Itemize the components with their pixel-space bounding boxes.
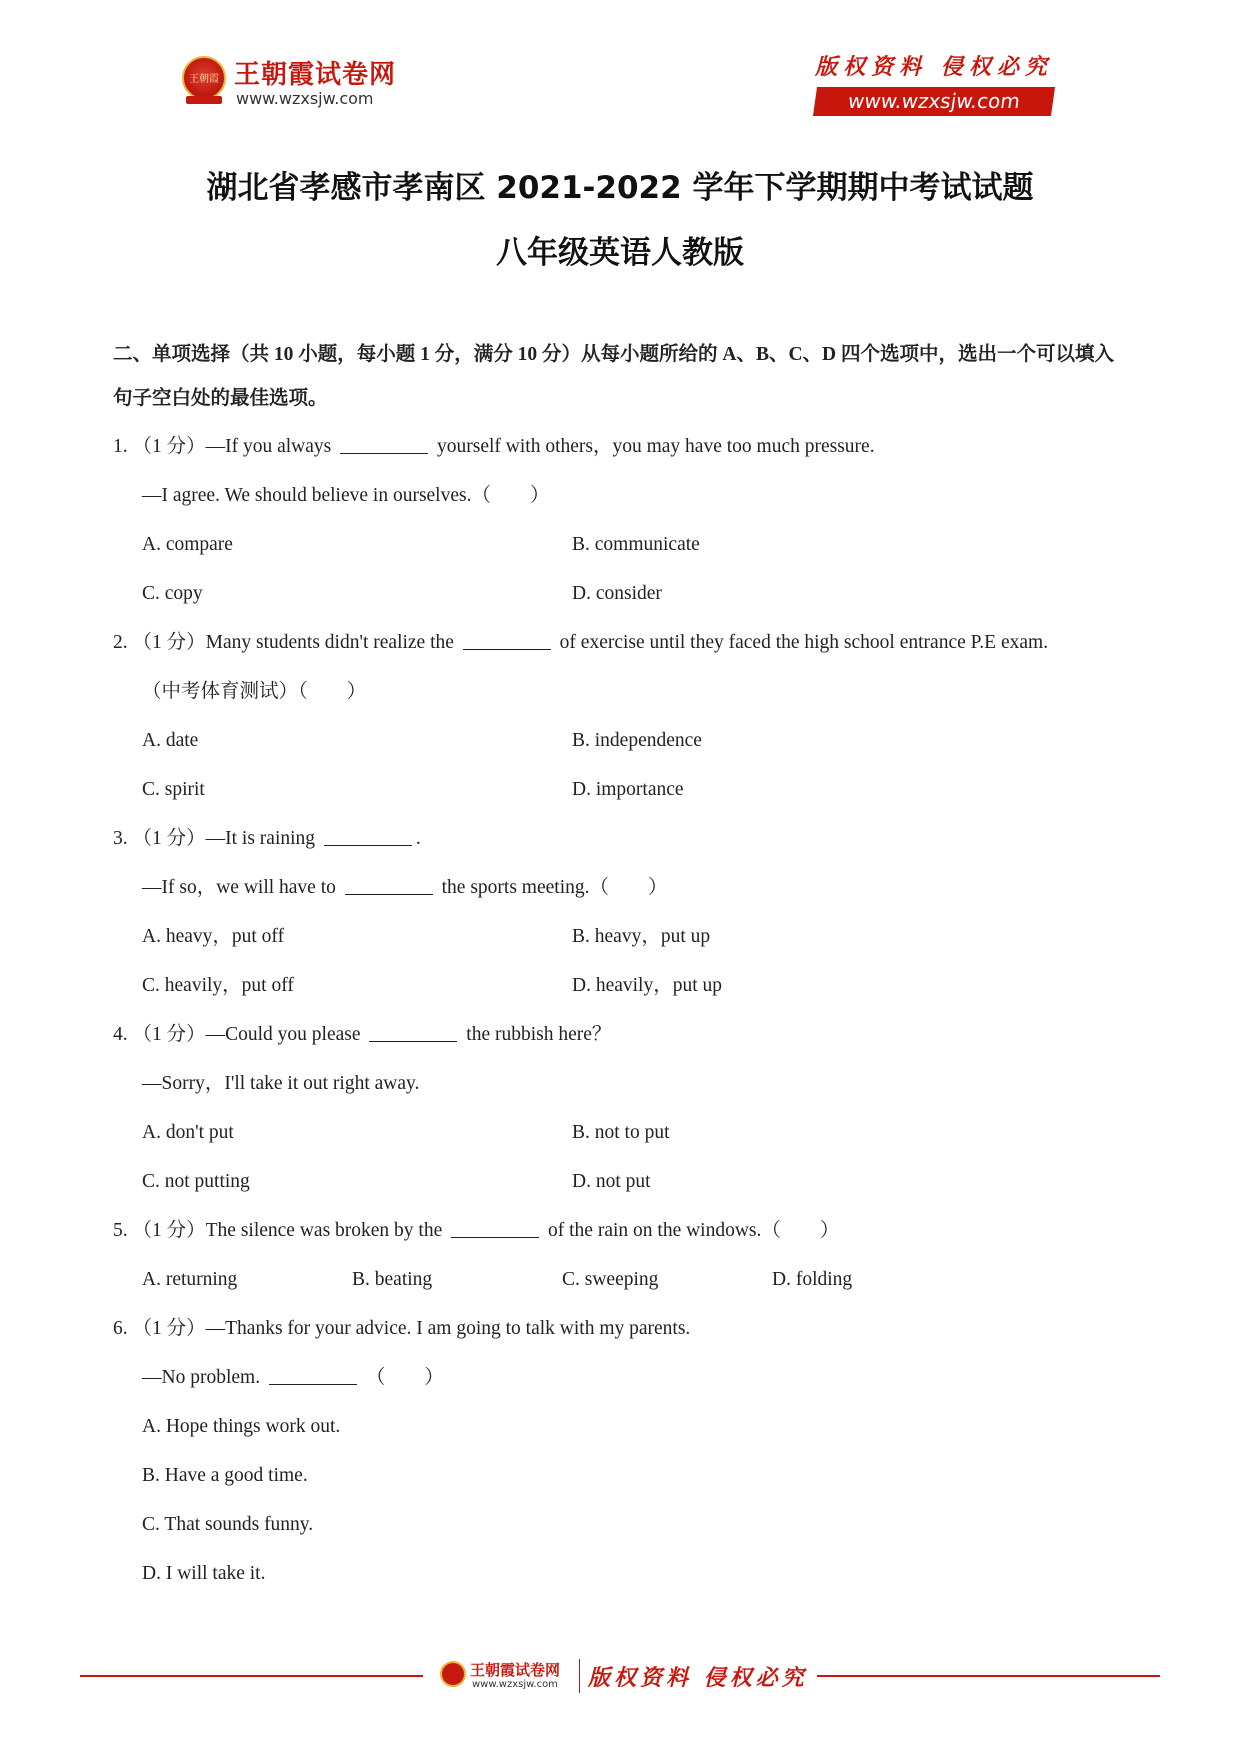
question-text-post: of exercise until they faced the high school entrance P.E exam. [559, 632, 1049, 653]
question-5 [113, 1210, 1133, 1259]
question-text-pre: （1 分）—Could you please [132, 1024, 361, 1045]
question-dialog-line: —Sorry，I'll take it out right away. [142, 1073, 420, 1094]
question-text-post: of the rain on the windows.（ ） [548, 1220, 840, 1241]
answer-blank [345, 874, 433, 895]
question-text-post: yourself with others，you may have too much pressure. [437, 436, 875, 457]
answer-blank [340, 433, 428, 454]
option-d[interactable]: D. consider [572, 583, 662, 604]
question-number: 6. [113, 1318, 128, 1339]
question-number: 5. [113, 1220, 128, 1241]
option-d[interactable]: D. heavily，put up [572, 975, 723, 996]
option-b[interactable]: B. independence [572, 730, 702, 751]
copyright-notice: 版权资料 侵权必究 [815, 54, 1053, 80]
page-footer [0, 1645, 1240, 1705]
question-dialog-line [113, 1357, 1133, 1406]
question-number: 1. [113, 436, 128, 457]
question-3 [113, 818, 1133, 867]
question-text-post: . [415, 828, 421, 849]
exam-subtitle: 八年级英语人教版 [496, 235, 744, 271]
question-text-pre: （1 分）—If you always [132, 436, 332, 457]
option-c[interactable]: C. spirit [142, 779, 205, 800]
footer-logo-emblem-icon [440, 1661, 466, 1687]
option-c[interactable]: C. That sounds funny. [142, 1514, 314, 1535]
option-b[interactable]: B. heavy，put up [572, 926, 711, 947]
question-note-line: （中考体育测试）（ ） [142, 681, 367, 702]
question-6 [113, 1308, 1133, 1357]
options-row [113, 1259, 1133, 1308]
exam-title: 湖北省孝感市孝南区 2021-2022 学年下学期期中考试试题 [206, 170, 1034, 206]
options-row [113, 965, 1133, 1014]
option-a[interactable]: A. Hope things work out. [142, 1416, 341, 1437]
logo-emblem-text: 王朝霞 [189, 74, 219, 85]
question-text: （1 分）—Thanks for your advice. I am going to talk with my parents. [132, 1318, 691, 1339]
logo-name: 王朝霞试卷网 [234, 60, 397, 90]
option-b[interactable]: B. beating [352, 1269, 433, 1290]
option-b[interactable]: B. communicate [572, 534, 700, 555]
question-2 [113, 622, 1133, 671]
dialog-text-pre: —No problem. [142, 1367, 261, 1388]
footer-separator [579, 1659, 580, 1693]
answer-blank [324, 825, 412, 846]
question-dialog-line: —I agree. We should believe in ourselves.（ ） [142, 485, 550, 506]
options-row [113, 769, 1133, 818]
footer-logo [440, 1659, 580, 1699]
answer-blank [451, 1217, 539, 1238]
options-row [113, 1112, 1133, 1161]
option-c[interactable]: C. heavily，put off [142, 975, 294, 996]
answer-blank [269, 1364, 357, 1385]
logo-ribbon [186, 96, 222, 104]
option-c[interactable]: C. copy [142, 583, 203, 604]
footer-divider-right [817, 1675, 1160, 1677]
options-row [113, 524, 1133, 573]
footer-logo-name: 王朝霞试卷网 [470, 1661, 561, 1679]
option-d[interactable]: D. I will take it. [142, 1563, 266, 1584]
option-a[interactable]: A. heavy，put off [142, 926, 285, 947]
option-b[interactable]: B. Have a good time. [142, 1465, 308, 1486]
section-heading: 二、单项选择（共 10 小题，每小题 1 分，满分 10 分）从每小题所给的 A、B、C、D 四个选项中，选出一个可以填入句子空白处的最佳选项。 [113, 344, 1115, 409]
question-text-pre: （1 分）—It is raining [132, 828, 316, 849]
option-a[interactable]: A. don't put [142, 1122, 234, 1143]
option-d[interactable]: D. folding [772, 1269, 853, 1290]
answer-blank [369, 1021, 457, 1042]
question-dialog-line [113, 867, 1133, 916]
question-text-pre: （1 分）Many students didn't realize the [132, 632, 454, 653]
dialog-text-post: （ ） [365, 1367, 444, 1388]
question-1 [113, 426, 1133, 475]
option-d[interactable]: D. importance [572, 779, 684, 800]
options-row [113, 1161, 1133, 1210]
question-number: 4. [113, 1024, 128, 1045]
question-text-post: the rubbish here？ [466, 1024, 612, 1045]
option-a[interactable]: A. date [142, 730, 199, 751]
option-d[interactable]: D. not put [572, 1171, 651, 1192]
options-row [113, 720, 1133, 769]
exam-content [113, 333, 1133, 1602]
option-a[interactable]: A. compare [142, 534, 233, 555]
option-b[interactable]: B. not to put [572, 1122, 670, 1143]
logo-emblem-icon [182, 56, 226, 100]
dialog-text-post: the sports meeting.（ ） [441, 877, 668, 898]
footer-divider-left [80, 1675, 423, 1677]
question-text-pre: （1 分）The silence was broken by the [132, 1220, 443, 1241]
header-copyright-block [815, 50, 1053, 116]
question-number: 2. [113, 632, 128, 653]
options-row [113, 916, 1133, 965]
answer-blank [463, 629, 551, 650]
option-c[interactable]: C. not putting [142, 1171, 250, 1192]
logo-url[interactable]: www.wzxsjw.com [236, 89, 374, 108]
option-c[interactable]: C. sweeping [562, 1269, 659, 1290]
option-a[interactable]: A. returning [142, 1269, 238, 1290]
footer-logo-url[interactable]: www.wzxsjw.com [472, 1679, 558, 1690]
options-row [113, 573, 1133, 622]
url-banner[interactable]: www.wzxsjw.com [813, 87, 1055, 116]
dialog-text-pre: —If so，we will have to [142, 877, 336, 898]
question-number: 3. [113, 828, 128, 849]
question-4 [113, 1014, 1133, 1063]
footer-copyright: 版权资料 侵权必究 [588, 1665, 808, 1691]
